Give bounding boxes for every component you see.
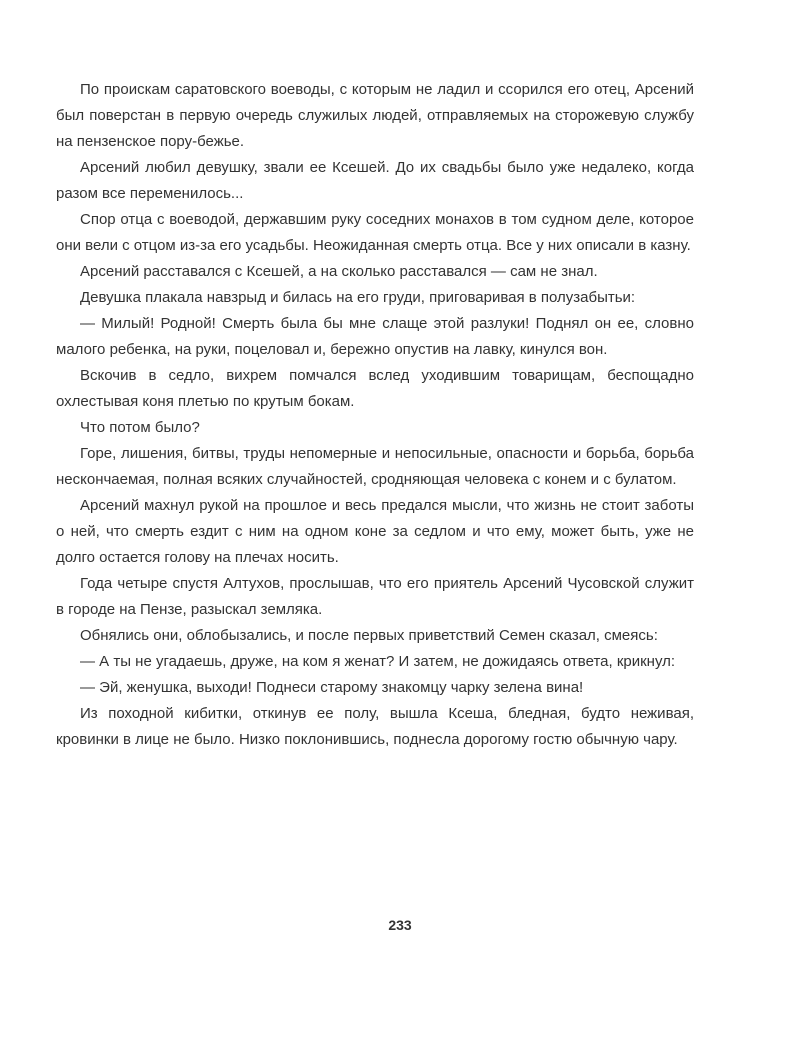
paragraph: Спор отца с воеводой, державшим руку соседних монахов в том судном деле, которое они вели с отцом из-за его усадьбы. Неожиданная смерть отца. Все у них описали в казну. [56,211,694,254]
paragraph: Девушка плакала навзрыд и билась на его груди, приговаривая в полузабытьи: [80,289,636,306]
paragraph: По проискам саратовского воеводы, с которым не ладил и ссорился его отец, Арсений был поверстан в первую очередь служилых людей, отправляемых на сторожевую службу на пензенское пору-бежье. [56,81,694,150]
paragraph: Арсений расставался с Ксешей, а на сколько расставался — сам не знал. [80,263,598,280]
dialogue-paragraph: — Милый! Родной! Смерть была бы мне слаще этой разлуки! Поднял он ее, словно малого ребенка, на руки, поцеловал и, бережно опустив на лавку, кинулся вон. [56,315,694,358]
paragraph: Из походной кибитки, откинув ее полу, вышла Ксеша, бледная, будто неживая, кровинки в лице не было. Низко поклонившись, поднесла дорогому гостю обычную чару. [56,705,694,748]
paragraph: Арсений любил девушку, звали ее Ксешей. До их свадьбы было уже недалеко, когда разом все переменилось... [56,159,694,202]
dialogue-paragraph: — А ты не угадаешь, друже, на ком я женат? И затем, не дожидаясь ответа, крикнул: [80,653,676,670]
paragraph: Горе, лишения, битвы, труды непомерные и непосильные, опасности и борьба, борьба нескончаемая, полная всяких случайностей, сродняющая человека с конем и с булатом. [56,445,694,488]
dialogue-paragraph: — Эй, женушка, выходи! Поднеси старому знакомцу чарку зелена вина! [80,679,584,696]
paragraph: Года четыре спустя Алтухов, прослышав, что его приятель Арсений Чусовской служит в городе на Пензе, разыскал земляка. [56,575,694,618]
paragraph: Арсений махнул рукой на прошлое и весь предался мысли, что жизнь не стоит заботы о ней, что смерть ездит с ним на одном коне за седлом и что ему, может быть, уже не долго остается голову на плечах носить. [56,497,694,566]
paragraph: Вскочив в седло, вихрем помчался вслед уходившим товарищам, беспощадно охлестывая коня плетью по крутым бокам. [56,367,694,410]
paragraph: Что потом было? [80,419,200,436]
paragraph: Обнялись они, облобызались, и после первых приветствий Семен сказал, смеясь: [80,627,658,644]
page-number: 233 [388,917,412,933]
page-body [56,77,694,753]
